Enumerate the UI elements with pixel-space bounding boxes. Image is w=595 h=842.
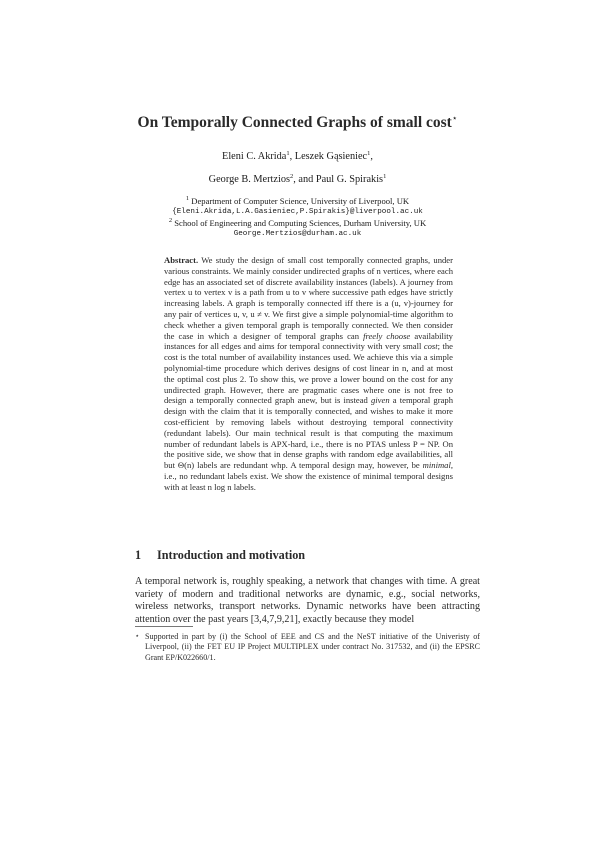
affiliation-2	[60, 218, 535, 240]
author-name: Eleni C. Akrida	[222, 151, 287, 162]
title-text: On Temporally Connected Graphs of small cost	[137, 114, 452, 132]
footnote-mark: ⋆	[135, 632, 140, 640]
authors-line-2: George B. Mertzios$^2$, and Paul G. Spirakis$^1$	[208, 173, 387, 185]
section-number: 1	[135, 548, 142, 562]
footnote-text: Supported in part by (i) the School of EEE and CS and the NeST initiative of the Univeristy of Liverpool, (ii) the FET EU IP Project MULTIPLEX under contract No. 317532, and (ii) the EPSRC Grant EP/K022660/1.	[145, 632, 480, 662]
author-name: Paul G. Spirakis	[315, 174, 384, 185]
authors-line-1: Eleni C. Akrida$^1$, Leszek Gąsieniec$^1$,	[222, 150, 373, 162]
affiliation-email[interactable]: George.Mertzios@durham.ac.uk	[233, 230, 362, 238]
affiliation-email[interactable]: {Eleni.Akrida,L.A.Gasieniec,P.Spirakis}@liverpool.ac.uk	[172, 208, 423, 216]
abstract-text: , i.e., no redundant labels exist. We show the existence of minimal temporal designs with at least n log n labels.	[164, 460, 453, 492]
affiliation-mark: 1	[185, 195, 190, 202]
footnote	[135, 632, 480, 663]
abstract-text: We study the design of small cost temporally connected graphs, under various constraints. We mainly consider undirected graphs of n vertices, where each edge has an associated set of discrete availability instances (labels). A journey from vertex u to vertex v is a path from u to v where successive path edges have strictly increasing labels. A graph is temporally connected iff there is a (u, v)-journey for any pair of vertices u, v, u ≠ v. We first give a simple polynomial-time algorithm to check whether a given temporal graph is temporally connected. We then consider the case in which a designer of temporal graphs can	[164, 255, 453, 341]
section-heading	[135, 548, 305, 563]
abstract-emphasis: minimal	[422, 460, 451, 471]
affiliation-dept: School of Engineering and Computing Sciences, Durham University, UK	[174, 218, 427, 228]
author-affiliation-mark: 1	[367, 150, 371, 157]
footnote-rule	[135, 626, 193, 627]
author-affiliation-mark: 2	[289, 173, 294, 180]
abstract-emphasis: given	[371, 395, 390, 406]
abstract	[164, 255, 453, 493]
author-affiliation-mark: 1	[286, 150, 290, 157]
affiliation-dept: Department of Computer Science, University of Liverpool, UK	[191, 196, 410, 206]
author-conjunction: and	[298, 174, 314, 185]
paper-title	[60, 113, 535, 132]
abstract-text: a temporal graph design with the claim that it is temporally connected, and wishes to make it more cost-efficient by removing labels without destroying temporal connectivity (redundant labels). Our main technical result is that computing the maximum number of redundant labels is APX-hard, i.e., there is no PTAS unless P = NP. On the positive side, we show that in dense graphs with random edge availabilities, all but Θ(n) labels are redundant whp. A temporal design may, however, be	[164, 395, 454, 471]
abstract-emphasis: freely choose	[363, 330, 411, 341]
affiliation-mark: 2	[168, 217, 173, 224]
section-title: Introduction and motivation	[157, 548, 306, 562]
author-name: Leszek Gąsieniec	[294, 151, 368, 162]
abstract-label: Abstract.	[164, 255, 199, 265]
body-paragraph: A temporal network is, roughly speaking, a network that changes with time. A great variety of modern and traditional networks are dynamic, e.g., social networks, wireless networks, transport networks. Dynamic networks have been attracting attention over the past years [3,4,7,9,21], exactly because they model	[135, 576, 480, 625]
abstract-text: availability instances for all edges and aims for temporal connectivity with very small	[164, 330, 453, 352]
abstract-emphasis: cost	[423, 341, 438, 352]
abstract-text: ; the cost is the total number of availability instances used. We achieve this via a simple polynomial-time procedure which derives designs of cost linear in n, and at most the optimal cost plus 2. To show this, we prove a lower bound on the cost for any undirected graph. However, there are pragmatic cases where one is not free to design a temporally connected graph anew, but is instead	[164, 341, 453, 406]
author-affiliation-mark: 1	[383, 173, 387, 180]
title-footnote-mark: ⋆	[451, 113, 458, 123]
author-name: George B. Mertzios	[208, 174, 290, 185]
affiliation-1	[60, 196, 535, 218]
